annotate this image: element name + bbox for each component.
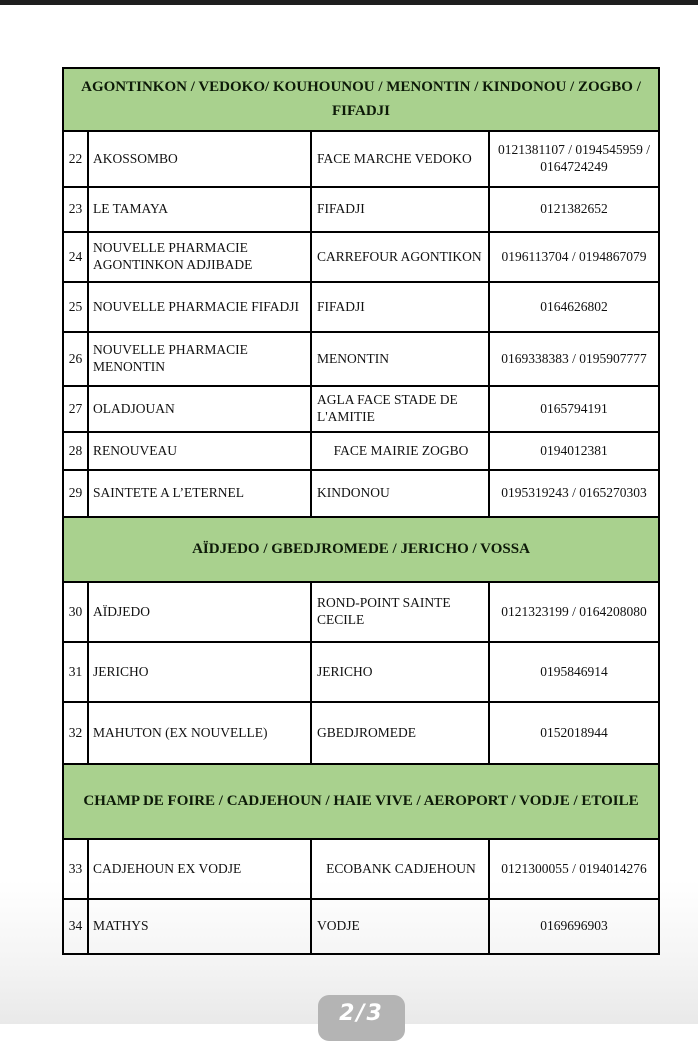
section-header: CHAMP DE FOIRE / CADJEHOUN / HAIE VIVE / AEROPORT / VODJE / ETOILE — [63, 764, 659, 839]
table-row — [63, 702, 659, 764]
location-cell: JERICHO — [311, 642, 489, 702]
pharmacy-name-cell: NOUVELLE PHARMACIE MENONTIN — [88, 332, 311, 386]
table-row — [63, 187, 659, 232]
table-row — [63, 582, 659, 642]
pharmacy-name-cell: NOUVELLE PHARMACIE FIFADJI — [88, 282, 311, 332]
section-header-row — [63, 517, 659, 582]
pharmacy-name-cell: AKOSSOMBO — [88, 131, 311, 187]
table-row — [63, 386, 659, 432]
row-number-cell: 33 — [63, 839, 88, 899]
pharmacy-name-cell: SAINTETE A L’ETERNEL — [88, 470, 311, 517]
row-number-cell: 26 — [63, 332, 88, 386]
table-row — [63, 839, 659, 899]
location-cell: ECOBANK CADJEHOUN — [311, 839, 489, 899]
row-number-cell: 25 — [63, 282, 88, 332]
row-number-cell: 23 — [63, 187, 88, 232]
pharmacy-name-cell: NOUVELLE PHARMACIE AGONTINKON ADJIBADE — [88, 232, 311, 282]
row-number-cell: 31 — [63, 642, 88, 702]
phone-cell: 0121300055 / 0194014276 — [489, 839, 659, 899]
pharmacy-table — [62, 67, 660, 955]
phone-cell: 0121381107 / 0194545959 / 0164724249 — [489, 131, 659, 187]
row-number-cell: 29 — [63, 470, 88, 517]
row-number-cell: 30 — [63, 582, 88, 642]
section-header: AGONTINKON / VEDOKO/ KOUHOUNOU / MENONTIN / KINDONOU / ZOGBO / FIFADJI — [63, 68, 659, 131]
phone-cell: 0196113704 / 0194867079 — [489, 232, 659, 282]
phone-cell: 0121382652 — [489, 187, 659, 232]
row-number-cell: 24 — [63, 232, 88, 282]
pharmacy-name-cell: RENOUVEAU — [88, 432, 311, 470]
phone-cell: 0152018944 — [489, 702, 659, 764]
page-indicator-badge: 2/3 — [318, 995, 405, 1041]
phone-cell: 0169696903 — [489, 899, 659, 954]
location-cell: MENONTIN — [311, 332, 489, 386]
location-cell: CARREFOUR AGONTIKON — [311, 232, 489, 282]
pharmacy-name-cell: MAHUTON (EX NOUVELLE) — [88, 702, 311, 764]
location-cell: FACE MARCHE VEDOKO — [311, 131, 489, 187]
location-cell: ROND-POINT SAINTE CECILE — [311, 582, 489, 642]
pharmacy-name-cell: MATHYS — [88, 899, 311, 954]
table-row — [63, 332, 659, 386]
location-cell: VODJE — [311, 899, 489, 954]
pharmacy-name-cell: LE TAMAYA — [88, 187, 311, 232]
pharmacy-name-cell: JERICHO — [88, 642, 311, 702]
section-header-row — [63, 764, 659, 839]
location-cell: AGLA FACE STADE DE L'AMITIE — [311, 386, 489, 432]
table-row — [63, 232, 659, 282]
table-row — [63, 282, 659, 332]
section-header: AÏDJEDO / GBEDJROMEDE / JERICHO / VOSSA — [63, 517, 659, 582]
row-number-cell: 27 — [63, 386, 88, 432]
section-header-row — [63, 68, 659, 131]
row-number-cell: 32 — [63, 702, 88, 764]
phone-cell: 0195846914 — [489, 642, 659, 702]
pharmacy-name-cell: OLADJOUAN — [88, 386, 311, 432]
location-cell: KINDONOU — [311, 470, 489, 517]
row-number-cell: 28 — [63, 432, 88, 470]
phone-cell: 0169338383 / 0195907777 — [489, 332, 659, 386]
top-bar — [0, 0, 698, 5]
phone-cell: 0194012381 — [489, 432, 659, 470]
pharmacy-name-cell: CADJEHOUN EX VODJE — [88, 839, 311, 899]
location-cell: FIFADJI — [311, 282, 489, 332]
phone-cell: 0195319243 / 0165270303 — [489, 470, 659, 517]
location-cell: GBEDJROMEDE — [311, 702, 489, 764]
phone-cell: 0121323199 / 0164208080 — [489, 582, 659, 642]
phone-cell: 0165794191 — [489, 386, 659, 432]
location-cell: FIFADJI — [311, 187, 489, 232]
table-row — [63, 470, 659, 517]
row-number-cell: 34 — [63, 899, 88, 954]
table-row — [63, 642, 659, 702]
row-number-cell: 22 — [63, 131, 88, 187]
table-row — [63, 131, 659, 187]
phone-cell: 0164626802 — [489, 282, 659, 332]
table-row — [63, 432, 659, 470]
pharmacy-name-cell: AÏDJEDO — [88, 582, 311, 642]
location-cell: FACE MAIRIE ZOGBO — [311, 432, 489, 470]
table-row — [63, 899, 659, 954]
